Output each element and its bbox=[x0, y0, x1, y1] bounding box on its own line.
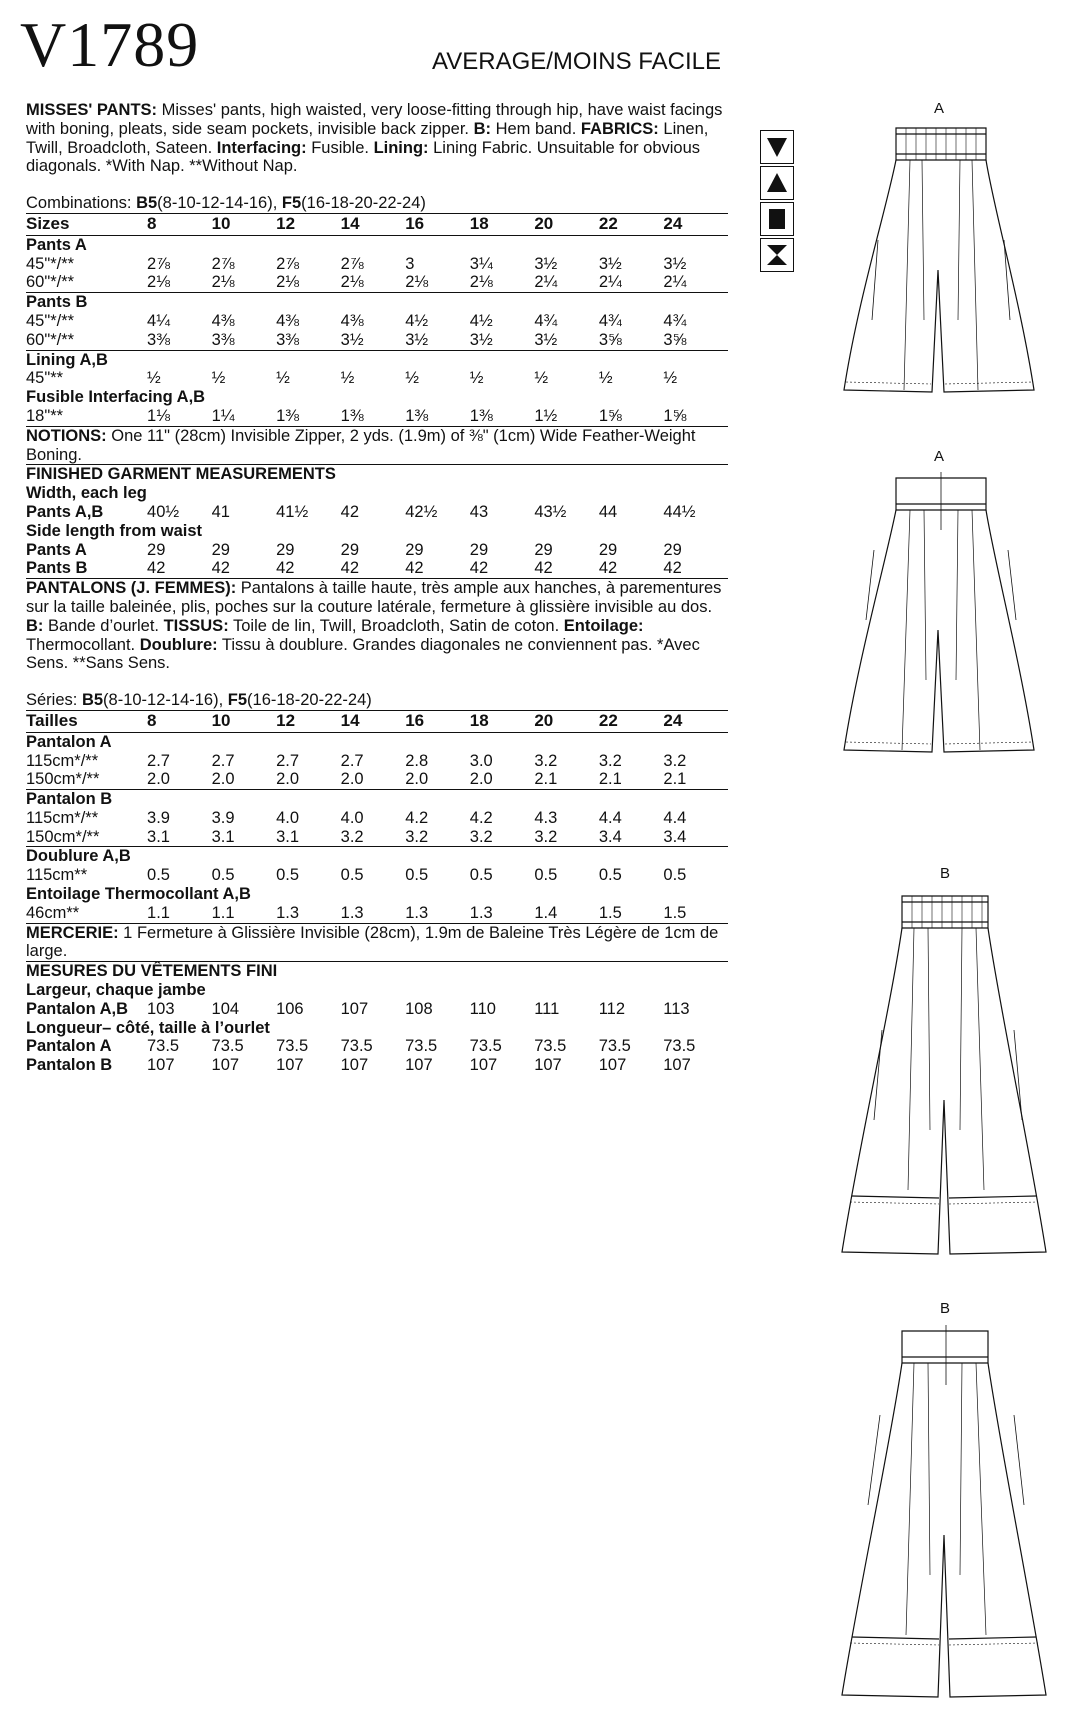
cell-value: 3.1 bbox=[211, 827, 235, 846]
row-label: Tailles bbox=[26, 710, 147, 732]
row-label: Sizes bbox=[26, 213, 147, 235]
cell-value: 22 bbox=[599, 710, 664, 732]
table-row bbox=[26, 752, 728, 771]
cell-value: 113 bbox=[663, 999, 690, 1018]
table-row bbox=[26, 331, 728, 350]
cell-value: 2⅞ bbox=[211, 254, 235, 273]
row-label: Pantalon A bbox=[26, 732, 112, 751]
cell-value: 3.9 bbox=[147, 808, 170, 827]
row-label: 45"** bbox=[26, 369, 64, 388]
sizes-header-row bbox=[26, 213, 728, 235]
cell-value: 1⅜ bbox=[341, 407, 406, 426]
table-row bbox=[26, 866, 728, 885]
group-heading bbox=[26, 388, 728, 407]
cell-value: 2⅛ bbox=[276, 273, 300, 292]
group-heading bbox=[26, 1019, 728, 1038]
row-label: Pants A bbox=[26, 235, 87, 254]
cell-value: 3½ bbox=[340, 330, 364, 349]
combinations-line: Combinations: B5(8-10-12-14-16), F5(16-18-20-22-24) bbox=[26, 194, 426, 213]
row-label: Pants B bbox=[26, 293, 728, 312]
table-row bbox=[26, 255, 728, 274]
cell-value: 107 bbox=[469, 1056, 498, 1075]
cell-value: 10 bbox=[212, 213, 277, 235]
cell-value: 73.5 bbox=[276, 1037, 309, 1056]
row-label: Width, each leg bbox=[26, 484, 147, 503]
cell-value: ½ bbox=[147, 369, 161, 388]
cell-value: ½ bbox=[405, 369, 419, 388]
table-row bbox=[26, 407, 728, 426]
cell-value: 4.0 bbox=[340, 808, 364, 827]
cell-value: 0.5 bbox=[340, 866, 364, 885]
cell-value: 2.7 bbox=[147, 751, 170, 770]
cell-value: 2⅞ bbox=[276, 254, 300, 273]
cell-value: 4.2 bbox=[469, 808, 493, 827]
cell-value: 3⅝ bbox=[663, 330, 687, 349]
english-description: MISSES' PANTS: Misses' pants, high waisted, very loose-fitting through hip, have waist facings with boning, pleats, side seam pockets, invisible back zipper. B: Hem band. FABRICS: Linen, Twill, Broadcloth, Sateen. Interfacing: Fusible. Lining: Lining Fabric. Unsuitable for obvious diagonals. *With Nap. **Without Nap. bbox=[26, 101, 723, 176]
view-b-back-label: B bbox=[940, 1300, 951, 1317]
group-heading bbox=[26, 522, 728, 541]
cell-value: 42½ bbox=[405, 502, 438, 521]
difficulty-label: AVERAGE/MOINS FACILE bbox=[432, 48, 721, 75]
measurements-heading bbox=[26, 465, 728, 484]
row-label: Largeur, chaque jambe bbox=[26, 981, 206, 1000]
group-heading bbox=[26, 790, 728, 809]
cell-value: ½ bbox=[598, 369, 613, 388]
cell-value: 1¼ bbox=[212, 407, 277, 426]
cell-value: 106 bbox=[276, 999, 304, 1018]
cell-value: 3½ bbox=[405, 330, 429, 349]
table-row bbox=[26, 273, 728, 292]
cell-value: 107 bbox=[147, 1056, 175, 1075]
series-line: Séries: B5(8-10-12-14-16), F5(16-18-20-22-24) bbox=[26, 691, 372, 710]
pattern-number: V1789 bbox=[20, 9, 200, 80]
row-label: Fusible Interfacing A,B bbox=[26, 388, 206, 407]
cell-value: 12 bbox=[276, 710, 341, 732]
cell-value: 2⅞ bbox=[147, 254, 170, 273]
cell-value: 16 bbox=[405, 710, 470, 732]
table-row bbox=[26, 312, 728, 331]
cell-value: 2.0 bbox=[469, 770, 493, 789]
cell-value: 2.1 bbox=[534, 770, 558, 789]
table-row bbox=[26, 1037, 728, 1056]
cell-value: 0.5 bbox=[534, 866, 558, 885]
group-heading bbox=[26, 885, 728, 904]
cell-value: 10 bbox=[212, 710, 277, 732]
cell-value: 14 bbox=[341, 213, 406, 235]
cell-value: 1⅛ bbox=[147, 407, 212, 426]
cell-value: 1½ bbox=[534, 407, 599, 426]
cell-value: 107 bbox=[340, 1056, 369, 1075]
cell-value: ½ bbox=[211, 369, 226, 388]
cell-value: 1⅜ bbox=[470, 407, 535, 426]
cell-value: 29 bbox=[340, 540, 360, 559]
cell-value: 29 bbox=[276, 540, 295, 559]
cell-value: 29 bbox=[469, 540, 489, 559]
cell-value: 44 bbox=[598, 502, 618, 521]
row-label: 115cm*/** bbox=[26, 751, 99, 770]
cell-value: 3.4 bbox=[598, 827, 622, 846]
row-label: Pants A,B bbox=[26, 502, 104, 521]
cell-value: 3½ bbox=[663, 254, 687, 273]
notions: NOTIONS: One 11" (28cm) Invisible Zipper, 2 yds. (1.9m) of ⅜" (1cm) Wide Feather-Weight Boning. bbox=[26, 426, 696, 464]
cell-value: 42 bbox=[340, 559, 360, 578]
row-label: Doublure A,B bbox=[26, 847, 728, 866]
row-label: 115cm** bbox=[26, 866, 88, 885]
cell-value: 4½ bbox=[405, 311, 429, 330]
cell-value: 3.1 bbox=[276, 827, 300, 846]
cell-value: 73.5 bbox=[663, 1037, 696, 1056]
cell-value: 2⅛ bbox=[469, 273, 493, 292]
cell-value: 4.3 bbox=[534, 808, 558, 827]
cell-value: 0.5 bbox=[276, 866, 300, 885]
cell-value: 41½ bbox=[276, 502, 309, 521]
cell-value: 29 bbox=[211, 540, 230, 559]
cell-value: ½ bbox=[663, 369, 678, 388]
mercerie: MERCERIE: 1 Fermeture à Glissière Invisible (28cm), 1.9m de Baleine Très Légère de 1cm de large. bbox=[26, 923, 719, 961]
row-label: Entoilage Thermocollant A,B bbox=[26, 885, 251, 904]
table-row bbox=[26, 770, 728, 789]
table-row bbox=[26, 809, 728, 828]
cell-value: 0.5 bbox=[598, 866, 622, 885]
group-heading bbox=[26, 847, 728, 866]
cell-value: 1.5 bbox=[599, 904, 664, 923]
cell-value: 1.3 bbox=[276, 904, 341, 923]
cell-value: 42 bbox=[211, 559, 230, 578]
table-row bbox=[26, 503, 728, 522]
triangle-down-icon bbox=[760, 130, 794, 164]
cell-value: 2⅞ bbox=[340, 254, 364, 273]
cell-value: 1.5 bbox=[663, 904, 728, 923]
nap-symbols bbox=[760, 130, 794, 274]
cell-value: 3.2 bbox=[340, 827, 364, 846]
row-label: Longueur– côté, taille à l’ourlet bbox=[26, 1018, 270, 1037]
cell-value: 2.1 bbox=[598, 770, 622, 789]
cell-value: 4⅜ bbox=[276, 311, 300, 330]
cell-value: 3.2 bbox=[598, 751, 622, 770]
cell-value: 24 bbox=[663, 213, 728, 235]
row-label: Pantalon A,B bbox=[26, 999, 129, 1018]
cell-value: 111 bbox=[534, 999, 560, 1018]
cell-value: 1.4 bbox=[534, 904, 599, 923]
cell-value: 43 bbox=[469, 502, 489, 521]
row-label: MESURES DU VÊTEMENTS FINI bbox=[26, 962, 278, 981]
row-label: 60"*/** bbox=[26, 273, 75, 292]
row-label: 45"*/** bbox=[26, 254, 75, 273]
cell-value: 42 bbox=[469, 559, 489, 578]
cell-value: 1⅜ bbox=[276, 407, 341, 426]
cell-value: 14 bbox=[341, 710, 406, 732]
cell-value: 42 bbox=[276, 559, 295, 578]
cell-value: 12 bbox=[276, 213, 341, 235]
cell-value: 3.2 bbox=[534, 827, 558, 846]
cell-value: 22 bbox=[599, 213, 664, 235]
cell-value: 3½ bbox=[534, 330, 558, 349]
cell-value: 3¼ bbox=[469, 254, 493, 273]
cell-value: 40½ bbox=[147, 502, 180, 521]
cell-value: 2.7 bbox=[340, 751, 364, 770]
cell-value: 2¼ bbox=[663, 273, 687, 292]
table-row bbox=[26, 1056, 728, 1075]
cell-value: 104 bbox=[211, 999, 240, 1018]
view-b-front-label: B bbox=[940, 865, 951, 882]
cell-value: 1.1 bbox=[212, 904, 277, 923]
cell-value: ½ bbox=[340, 369, 355, 388]
cell-value: 4¾ bbox=[534, 311, 558, 330]
cell-value: 3.2 bbox=[534, 751, 558, 770]
cell-value: 73.5 bbox=[405, 1037, 438, 1056]
group-heading bbox=[26, 350, 728, 369]
cell-value: 3⅝ bbox=[598, 330, 622, 349]
cell-value: 3 bbox=[405, 254, 415, 273]
cell-value: 2.7 bbox=[211, 751, 235, 770]
cell-value: 2.1 bbox=[663, 770, 687, 789]
cell-value: 4⅜ bbox=[211, 311, 235, 330]
english-yardage-table bbox=[26, 213, 728, 427]
cell-value: 4.4 bbox=[598, 808, 622, 827]
cell-value: 20 bbox=[534, 213, 599, 235]
group-heading bbox=[26, 293, 728, 312]
cell-value: 107 bbox=[663, 1056, 691, 1075]
view-b-back-drawing bbox=[838, 1325, 1048, 1705]
cell-value: 3½ bbox=[534, 254, 558, 273]
cell-value: 8 bbox=[147, 710, 212, 732]
cell-value: 2.0 bbox=[211, 770, 235, 789]
triangle-up-icon bbox=[760, 166, 794, 200]
cell-value: 3.0 bbox=[469, 751, 493, 770]
cell-value: 0.5 bbox=[663, 866, 687, 885]
cell-value: 44½ bbox=[663, 502, 696, 521]
row-label: Pants A bbox=[26, 540, 87, 559]
cell-value: 18 bbox=[470, 213, 535, 235]
view-a-front-drawing bbox=[838, 120, 1038, 400]
group-heading bbox=[26, 484, 728, 503]
row-label: Pantalon A bbox=[26, 1037, 112, 1056]
view-a-front-label: A bbox=[934, 100, 945, 117]
cell-value: 0.5 bbox=[405, 866, 429, 885]
cell-value: 73.5 bbox=[598, 1037, 631, 1056]
cell-value: 3⅜ bbox=[211, 330, 235, 349]
row-label: 115cm*/** bbox=[26, 808, 99, 827]
cell-value: 42 bbox=[534, 559, 553, 578]
french-description: PANTALONS (J. FEMMES): Pantalons à taille haute, très ample aux hanches, à parementures sur la taille baleinée, plis, poches sur la couture latérale, fermeture à glissière invisible au dos. B: Bande d’ourlet. TISSUS: Toile de lin, Twill, Broadcloth, Satin de coton. Entoilage: Thermocollant. Doublure: Tissu à doublure. Grandes diagonales ne conviennent pas. *Avec Sens. **Sans Sens. bbox=[26, 579, 722, 673]
cell-value: 0.5 bbox=[147, 866, 170, 885]
cell-value: 2⅛ bbox=[340, 273, 364, 292]
cell-value: 3.2 bbox=[663, 751, 687, 770]
square-icon bbox=[760, 202, 794, 236]
cell-value: 110 bbox=[469, 999, 496, 1018]
cell-value: 4¾ bbox=[598, 311, 622, 330]
cell-value: 3.2 bbox=[469, 827, 493, 846]
cell-value: 3.9 bbox=[211, 808, 235, 827]
cell-value: ½ bbox=[276, 369, 290, 388]
row-label: 18"** bbox=[26, 407, 147, 426]
cell-value: 4.4 bbox=[663, 808, 687, 827]
cell-value: 73.5 bbox=[340, 1037, 373, 1056]
cell-value: 73.5 bbox=[211, 1037, 244, 1056]
cell-value: 29 bbox=[663, 540, 682, 559]
cell-value: 4.0 bbox=[276, 808, 300, 827]
cell-value: 29 bbox=[598, 540, 618, 559]
french-measurements-table bbox=[26, 962, 728, 1075]
view-a-back-drawing bbox=[838, 470, 1038, 760]
view-a-back-label: A bbox=[934, 448, 945, 465]
info-column bbox=[26, 101, 728, 1075]
table-row bbox=[26, 369, 728, 388]
cell-value: 2.0 bbox=[405, 770, 429, 789]
cell-value: 42 bbox=[405, 559, 424, 578]
group-heading bbox=[26, 732, 728, 751]
cell-value: ½ bbox=[469, 369, 484, 388]
table-row bbox=[26, 1000, 728, 1019]
cell-value: 2⅛ bbox=[405, 273, 429, 292]
cell-value: 20 bbox=[534, 710, 599, 732]
cell-value: 107 bbox=[276, 1056, 304, 1075]
cell-value: 8 bbox=[147, 213, 212, 235]
cell-value: 107 bbox=[340, 999, 369, 1018]
cell-value: 29 bbox=[534, 540, 553, 559]
cell-value: 2⅛ bbox=[147, 273, 170, 292]
cell-value: 4½ bbox=[469, 311, 493, 330]
cell-value: 73.5 bbox=[534, 1037, 567, 1056]
cell-value: 3½ bbox=[598, 254, 622, 273]
view-b-front-drawing bbox=[838, 890, 1048, 1260]
cell-value: 2.0 bbox=[276, 770, 300, 789]
cell-value: 24 bbox=[663, 710, 728, 732]
cell-value: 107 bbox=[211, 1056, 240, 1075]
row-label: Pantalon B bbox=[26, 790, 728, 809]
cell-value: 42 bbox=[147, 559, 166, 578]
row-label: Pants B bbox=[26, 559, 88, 578]
cell-value: 1.1 bbox=[147, 904, 212, 923]
cell-value: 2.0 bbox=[340, 770, 364, 789]
cell-value: 2⅛ bbox=[211, 273, 235, 292]
cell-value: 2¼ bbox=[534, 273, 558, 292]
table-row bbox=[26, 828, 728, 847]
hourglass-icon bbox=[760, 238, 794, 272]
cell-value: 42 bbox=[663, 559, 682, 578]
cell-value: 3⅜ bbox=[147, 330, 170, 349]
cell-value: 42 bbox=[340, 502, 360, 521]
cell-value: 43½ bbox=[534, 502, 567, 521]
row-label: 150cm*/** bbox=[26, 770, 100, 789]
row-label: Side length from waist bbox=[26, 521, 203, 540]
row-label: FINISHED GARMENT MEASUREMENTS bbox=[26, 465, 336, 484]
cell-value: 3.1 bbox=[147, 827, 170, 846]
table-row bbox=[26, 904, 728, 923]
cell-value: 2.7 bbox=[276, 751, 300, 770]
group-heading bbox=[26, 981, 728, 1000]
row-label: Lining A,B bbox=[26, 350, 728, 369]
cell-value: 4⅜ bbox=[340, 311, 364, 330]
cell-value: 4.2 bbox=[405, 808, 429, 827]
cell-value: 4¾ bbox=[663, 311, 687, 330]
row-label: 46cm** bbox=[26, 904, 147, 923]
cell-value: 16 bbox=[405, 213, 470, 235]
cell-value: 3.4 bbox=[663, 827, 687, 846]
sizes-header-row bbox=[26, 710, 728, 732]
cell-value: 2¼ bbox=[598, 273, 622, 292]
table-row bbox=[26, 541, 728, 560]
cell-value: 1⅝ bbox=[599, 407, 664, 426]
cell-value: 1⅜ bbox=[405, 407, 470, 426]
cell-value: 1.3 bbox=[470, 904, 535, 923]
row-label: 150cm*/** bbox=[26, 827, 100, 846]
cell-value: 107 bbox=[405, 1056, 433, 1075]
cell-value: 29 bbox=[147, 540, 166, 559]
cell-value: 1⅝ bbox=[663, 407, 728, 426]
cell-value: 2.8 bbox=[405, 751, 429, 770]
cell-value: 107 bbox=[598, 1056, 627, 1075]
cell-value: 41 bbox=[211, 502, 230, 521]
cell-value: 107 bbox=[534, 1056, 562, 1075]
row-label: 60"*/** bbox=[26, 330, 75, 349]
cell-value: 112 bbox=[598, 999, 626, 1018]
cell-value: 4¼ bbox=[147, 311, 170, 330]
cell-value: 42 bbox=[598, 559, 618, 578]
cell-value: 103 bbox=[147, 999, 175, 1018]
cell-value: 2.0 bbox=[147, 770, 170, 789]
cell-value: 3⅜ bbox=[276, 330, 300, 349]
cell-value: 18 bbox=[470, 710, 535, 732]
cell-value: 73.5 bbox=[147, 1037, 180, 1056]
cell-value: 3.2 bbox=[405, 827, 429, 846]
cell-value: 29 bbox=[405, 540, 424, 559]
row-label: 45"*/** bbox=[26, 311, 75, 330]
cell-value: 108 bbox=[405, 999, 433, 1018]
english-measurements-table bbox=[26, 465, 728, 578]
cell-value: 0.5 bbox=[469, 866, 493, 885]
group-heading bbox=[26, 235, 728, 254]
measurements-heading bbox=[26, 962, 728, 981]
table-row bbox=[26, 559, 728, 578]
french-yardage-table bbox=[26, 710, 728, 924]
cell-value: 1.3 bbox=[405, 904, 470, 923]
cell-value: ½ bbox=[534, 369, 549, 388]
row-label: Pantalon B bbox=[26, 1056, 113, 1075]
cell-value: 3½ bbox=[469, 330, 493, 349]
cell-value: 0.5 bbox=[211, 866, 235, 885]
cell-value: 73.5 bbox=[469, 1037, 502, 1056]
cell-value: 1.3 bbox=[341, 904, 406, 923]
